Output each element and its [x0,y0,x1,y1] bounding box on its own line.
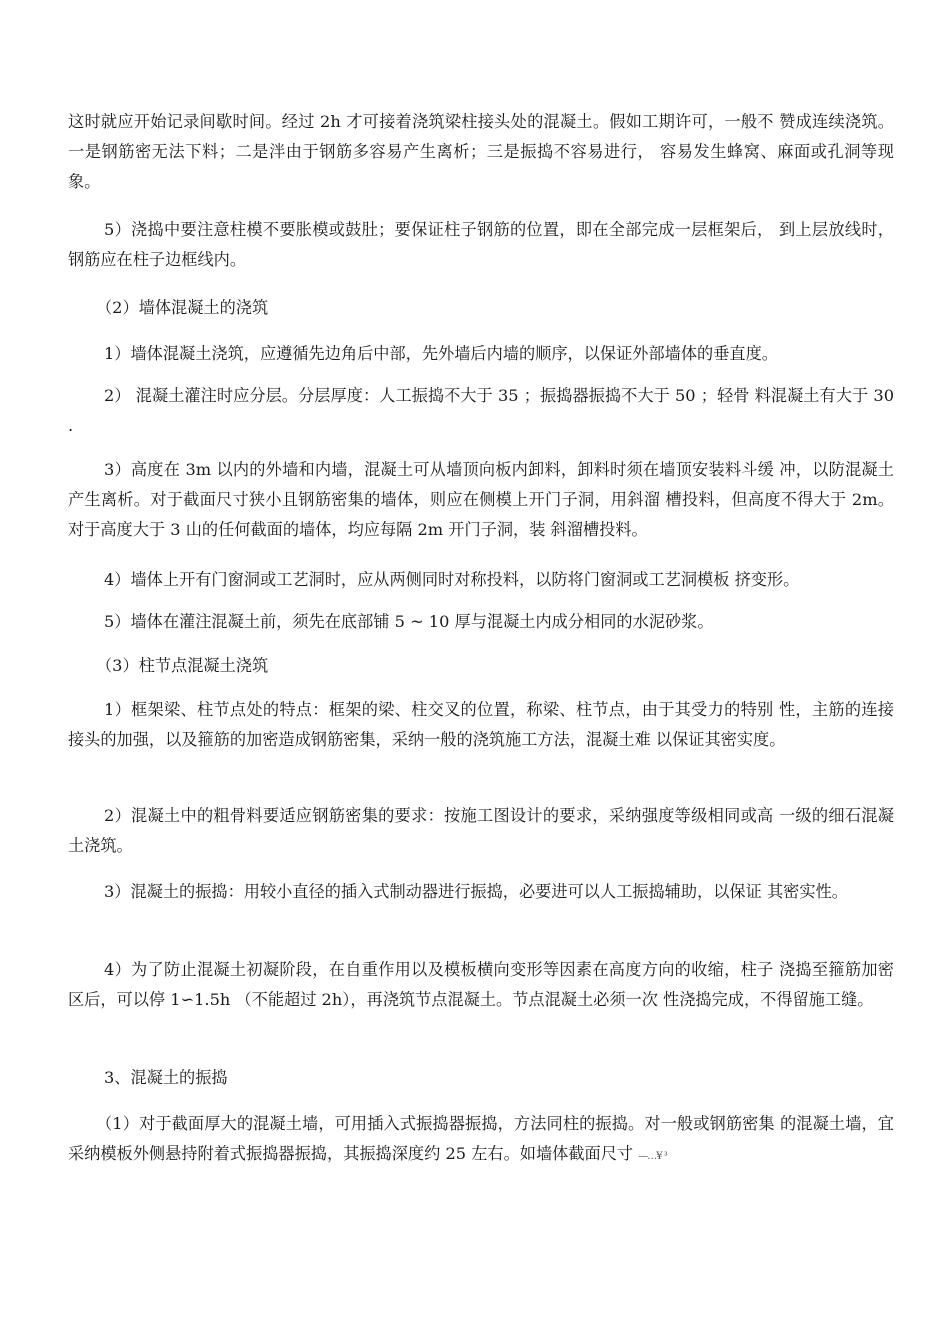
paragraph-joint-item-3: 3）混凝土的振捣：用较小直径的插入式制动器进行振捣，必要进可以人工振捣辅助，以保证 其密实性。 [104,882,848,901]
paragraph-wall-item-3: 3）高度在 3m 以内的外墙和内墙，混凝土可从墙顶向板内卸料，卸料时须在墙顶安装料斗缓 冲，以防混凝土产生离析。对于截面尺寸狭小且钢筋密集的墙体，则应在侧模上开门子洞，用斜溜 槽投料，但高度不得大于 2m。对于高度大于 3 山的任何截面的墙体，均应每隔 2m 开门子洞，装 斜溜槽投料。 [68,460,894,539]
trailing-mark: —…¥ ³ [638,1151,667,1162]
paragraph-item-5-pouring: 5）浇捣中要注意柱模不要胀模或鼓肚；要保证柱子钢筋的位置，即在全部完成一层框架后， 到上层放线时，钢筋应在柱子边框线内。 [68,220,894,269]
paragraph-interval-note: 这时就应开始记录间歇时间。经过 2h 才可接着浇筑梁柱接头处的混凝土。假如工期许可，一般不 赞成连续浇筑。一是钢筋密无法下料；二是泮由于钢筋多容易产生离析；三是振捣不容易进行， 容易发生蜂窝、麻面或孔洞等现象。 [68,112,894,191]
section-heading-vibration: 3、混凝土的振捣 [104,1068,228,1087]
paragraph-joint-item-2: 2）混凝土中的粗骨料要适应钢筋密集的要求：按施工图设计的要求，采纳强度等级相同或高 一级的细石混凝土浇筑。 [68,806,894,855]
paragraph-vibration-item-1 [68,1109,894,1172]
paragraph-wall-item-1: 1）墙体混凝土浇筑，应遵循先边角后中部，先外墙后内墙的顺序，以保证外部墙体的垂直度。 [104,344,778,363]
paragraph-wall-item-2: 2） 混凝土灌注时应分层。分层厚度：人工振捣不大于 35 ；振捣器振捣不大于 50 ；轻骨 料混凝土有大于 30 . [68,386,894,435]
paragraph-joint-item-4: 4）为了防止混凝土初凝阶段，在自重作用以及模板横向变形等因素在高度方向的收缩，柱子 浇捣至箍筋加密区后，可以停 1∽1.5h （不能超过 2h），再浇筑节点混凝土。节点混凝土必须一次 性浇捣完成，不得留施工缝。 [68,960,894,1009]
section-heading-wall-pouring: （2）墙体混凝土的浇筑 [96,298,269,317]
section-heading-column-joint: （3）柱节点混凝土浇筑 [96,656,269,675]
paragraph-wall-item-5: 5）墙体在灌注混凝土前，须先在底部铺 5 ~ 10 厚与混凝土内成分相同的水泥砂浆。 [104,612,714,631]
paragraph-vibration-text: （1）对于截面厚大的混凝土墙，可用插入式振捣器振捣，方法同柱的振捣。对一般或钢筋密集 的混凝土墙，宜采纳模板外侧悬持附着式振捣器振捣，其振捣深度约 25 左右。如墙体截面尺寸 [68,1114,894,1163]
paragraph-wall-item-4: 4）墙体上开有门窗洞或工艺洞时，应从两侧同时对称投料，以防将门窗洞或工艺洞模板 挤变形。 [104,570,800,589]
paragraph-joint-item-1: 1）框架梁、柱节点处的特点：框架的梁、柱交叉的位置，称梁、柱节点，由于其受力的特别 性，主筋的连接接头的加强，以及箍筋的加密造成钢筋密集，采纳一般的浇筑施工方法，混凝土难 以保证其密实度。 [68,700,894,749]
